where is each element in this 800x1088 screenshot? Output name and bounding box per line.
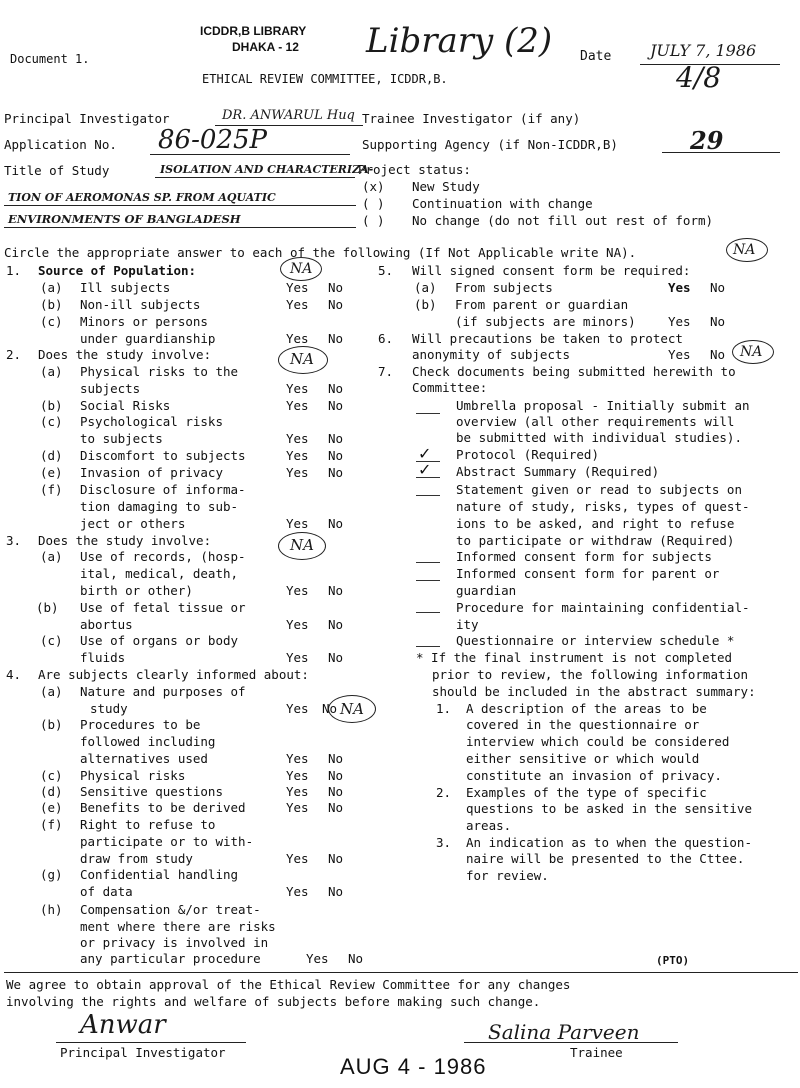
q6-text-1: Will precautions be taken to protect [412, 331, 683, 346]
q1c-text-2: under guardianship [80, 331, 216, 346]
na-circle [726, 238, 768, 262]
q4g-text-1: Confidential handling [80, 867, 239, 882]
q2c-text-1: Psychological risks [80, 414, 223, 429]
committee-title: ETHICAL REVIEW COMMITTEE, ICDDR,B. [202, 72, 448, 86]
pi-signature: Anwar [80, 1010, 166, 1040]
agency-underline [662, 152, 780, 153]
trainee-signature-line [464, 1042, 678, 1043]
q3a-no: No [328, 583, 344, 598]
trainee-signature-label: Trainee [570, 1045, 623, 1060]
doc-protocol: Protocol (Required) [456, 447, 599, 462]
q6-number: 6. [378, 331, 394, 346]
q4a-text-2: study [90, 701, 128, 716]
note-item-1-line-5: constitute an invasion of privacy. [466, 768, 722, 783]
doc-consent-parent-1: Informed consent form for parent or [456, 566, 720, 581]
date-value: JULY 7, 1986 [650, 41, 757, 60]
q4a-no: No [322, 701, 338, 716]
q1a-no: No [328, 280, 344, 295]
abstract-blank [416, 477, 440, 478]
q1b-no: No [328, 297, 344, 312]
q4-heading: Are subjects clearly informed about: [38, 667, 309, 682]
doc-statement-3: ions to be asked, and right to refuse [456, 516, 735, 531]
q4e-text: Benefits to be derived [80, 800, 246, 815]
q2b-yes: Yes [286, 398, 309, 413]
q4h-text-3: or privacy is involved in [80, 935, 269, 950]
date-label: Date [580, 49, 612, 64]
q5a-text: From subjects [455, 280, 553, 295]
q1-na: NA [290, 261, 313, 277]
na-answer: NA [733, 242, 756, 258]
q4g-letter: (g) [40, 867, 63, 882]
q2b-text: Social Risks [80, 398, 171, 413]
q6-na-circle [732, 340, 774, 364]
q3a-yes: Yes [286, 583, 309, 598]
q4b-letter: (b) [40, 717, 63, 732]
q1-number: 1. [6, 263, 22, 278]
q4h-letter: (h) [40, 902, 63, 917]
application-underline [150, 154, 350, 155]
doc-consent-subjects: Informed consent form for subjects [456, 549, 712, 564]
q4b-yes: Yes [286, 751, 309, 766]
q4h-text-2: ment where there are risks [80, 919, 276, 934]
q5a-yes: Yes [668, 280, 691, 295]
q2f-yes: Yes [286, 516, 309, 531]
library-line-1: ICDDR,B LIBRARY [200, 24, 307, 38]
trainee-signature: Salina Parveen [488, 1020, 640, 1044]
project-status-label: Project status: [358, 162, 471, 177]
q4c-letter: (c) [40, 768, 63, 783]
footer-divider [4, 972, 798, 973]
note-line-2: prior to review, the following information [432, 667, 749, 682]
q4-na: NA [340, 700, 364, 718]
q4d-yes: Yes [286, 784, 309, 799]
q4h-text-4: any particular procedure [80, 951, 261, 966]
q4c-yes: Yes [286, 768, 309, 783]
q5b-letter: (b) [414, 297, 437, 312]
pi-signature-line [56, 1042, 246, 1043]
application-number-value: 86-025P [158, 125, 267, 155]
q2c-text-2: to subjects [80, 431, 163, 446]
q3b-yes: Yes [286, 617, 309, 632]
note-item-1-line-1: A description of the areas to be [466, 701, 707, 716]
status-new-study: New Study [412, 179, 480, 194]
q2b-no: No [328, 398, 344, 413]
q5b-no: No [710, 314, 726, 329]
status-continuation: Continuation with change [412, 196, 593, 211]
library-line-2: DHAKA - 12 [232, 40, 299, 54]
q2-number: 2. [6, 347, 22, 362]
q4e-yes: Yes [286, 800, 309, 815]
q4g-yes: Yes [286, 884, 309, 899]
q3-na-circle [278, 532, 326, 560]
doc-statement-4: to participate or withdraw (Required) [456, 533, 735, 548]
q4a-letter: (a) [40, 684, 63, 699]
q2d-no: No [328, 448, 344, 463]
q4e-no: No [328, 800, 344, 815]
q4h-no: No [348, 951, 364, 966]
received-date-stamp: AUG 4 - 1986 [340, 1054, 487, 1079]
q3b-text-2: abortus [80, 617, 133, 632]
q1a-yes: Yes [286, 280, 309, 295]
note-item-1-line-3: interview which could be considered [466, 734, 730, 749]
note-item-1-number: 1. [436, 701, 452, 716]
q3c-text-2: fluids [80, 650, 126, 665]
q4c-text: Physical risks [80, 768, 186, 783]
q1b-text: Non-ill subjects [80, 297, 201, 312]
note-item-3-line-3: for review. [466, 868, 549, 883]
q3b-text-1: Use of fetal tissue or [80, 600, 246, 615]
consent-subjects-blank [416, 562, 440, 563]
q1b-letter: (b) [40, 297, 63, 312]
q2a-text-1: Physical risks to the [80, 364, 239, 379]
trainee-investigator-label: Trainee Investigator (if any) [362, 111, 581, 126]
q4c-no: No [328, 768, 344, 783]
title-underline-1 [155, 177, 355, 178]
q3c-yes: Yes [286, 650, 309, 665]
q1c-no: No [328, 331, 344, 346]
q2b-letter: (b) [40, 398, 63, 413]
q2e-yes: Yes [286, 465, 309, 480]
library-handwritten-note: Library (2) [366, 21, 553, 61]
agreement-line-2: involving the rights and welfare of subjects before making such change. [6, 994, 541, 1009]
q2a-letter: (a) [40, 364, 63, 379]
q2-na-circle [278, 346, 328, 374]
q5a-letter: (a) [414, 280, 437, 295]
q1b-yes: Yes [286, 297, 309, 312]
statement-blank [416, 495, 440, 496]
status-new-mark: (x) [362, 179, 385, 194]
q4f-text-1: Right to refuse to [80, 817, 216, 832]
title-underline-2 [4, 205, 356, 206]
q2a-text-2: subjects [80, 381, 141, 396]
q3b-no: No [328, 617, 344, 632]
q3c-no: No [328, 650, 344, 665]
q2f-no: No [328, 516, 344, 531]
note-item-2-line-3: areas. [466, 818, 512, 833]
q2e-letter: (e) [40, 465, 63, 480]
q2d-letter: (d) [40, 448, 63, 463]
doc-statement-1: Statement given or read to subjects on [456, 482, 742, 497]
q2d-yes: Yes [286, 448, 309, 463]
q1-na-circle [280, 257, 322, 281]
q3c-letter: (c) [40, 633, 63, 648]
q2c-letter: (c) [40, 414, 63, 429]
q5-heading: Will signed consent form be required: [412, 263, 691, 278]
q4h-yes: Yes [306, 951, 329, 966]
q2f-text-2: tion damaging to sub- [80, 499, 239, 514]
title-underline-3 [4, 227, 356, 228]
q2f-text-1: Disclosure of informa- [80, 482, 246, 497]
q3a-text-3: birth or other) [80, 583, 193, 598]
confidentiality-blank [416, 612, 440, 613]
q6-na: NA [740, 344, 763, 360]
q3a-letter: (a) [40, 549, 63, 564]
q4f-text-3: draw from study [80, 851, 193, 866]
q5-number: 5. [378, 263, 394, 278]
q2-heading: Does the study involve: [38, 347, 212, 362]
q5a-no: No [710, 280, 726, 295]
q2d-text: Discomfort to subjects [80, 448, 246, 463]
q4e-letter: (e) [40, 800, 63, 815]
study-title-line-2: TION OF AEROMONAS SP. FROM AQUATIC [8, 191, 276, 204]
q3-heading: Does the study involve: [38, 533, 212, 548]
q4f-no: No [328, 851, 344, 866]
q4h-text-1: Compensation &/or treat- [80, 902, 261, 917]
protocol-check-icon: ✓ [418, 444, 432, 463]
note-item-1-line-2: covered in the questionnaire or [466, 717, 700, 732]
study-title-line-1: ISOLATION AND CHARACTERIZA- [160, 163, 374, 176]
note-item-1-line-4: either sensitive or which would [466, 751, 700, 766]
pi-label: Principal Investigator [4, 111, 170, 126]
agreement-line-1: We agree to obtain approval of the Ethical Review Committee for any changes [6, 977, 571, 992]
note-item-2-line-2: questions to be asked in the sensitive [466, 801, 752, 816]
consent-parent-blank [416, 580, 440, 581]
doc-confidentiality-2: ity [456, 617, 479, 632]
q5b-text-1: From parent or guardian [455, 297, 629, 312]
q2c-no: No [328, 431, 344, 446]
doc-abstract: Abstract Summary (Required) [456, 464, 660, 479]
doc-statement-2: nature of study, risks, types of quest- [456, 499, 750, 514]
q6-text-2: anonymity of subjects [412, 347, 571, 362]
q4b-text-2: followed including [80, 734, 216, 749]
status-no-change-mark: ( ) [362, 213, 385, 228]
status-continuation-mark: ( ) [362, 196, 385, 211]
q4-number: 4. [6, 667, 22, 682]
q2f-letter: (f) [40, 482, 63, 497]
pi-value: DR. ANWARUL Huq [222, 108, 355, 123]
q6-no: No [710, 347, 726, 362]
study-title-line-3: ENVIRONMENTS OF BANGLADESH [8, 212, 241, 226]
q3a-text-1: Use of records, (hosp- [80, 549, 246, 564]
supporting-agency-label: Supporting Agency (if Non-ICDDR,B) [362, 137, 618, 152]
q4g-text-2: of data [80, 884, 133, 899]
q4b-text-3: alternatives used [80, 751, 208, 766]
note-item-3-number: 3. [436, 835, 452, 850]
application-number-label: Application No. [4, 137, 117, 152]
q6-yes: Yes [668, 347, 691, 362]
q4a-yes: Yes [286, 701, 309, 716]
doc-umbrella-1: Umbrella proposal - Initially submit an [456, 398, 750, 413]
pi-signature-label: Principal Investigator [60, 1045, 226, 1060]
q4g-no: No [328, 884, 344, 899]
note-item-3-line-1: An indication as to when the question- [466, 835, 752, 850]
q7-number: 7. [378, 364, 394, 379]
q3-na: NA [290, 536, 314, 554]
q3-number: 3. [6, 533, 22, 548]
pto-label: (PTO) [656, 954, 690, 967]
note-line-3: should be included in the abstract summary: [432, 684, 756, 699]
q2e-text: Invasion of privacy [80, 465, 223, 480]
document-label: Document 1. [10, 52, 90, 66]
note-item-2-number: 2. [436, 785, 452, 800]
q4-na-circle [328, 695, 376, 723]
q4f-letter: (f) [40, 817, 63, 832]
note-item-3-line-2: naire will be presented to the Cttee. [466, 851, 745, 866]
q2c-yes: Yes [286, 431, 309, 446]
q4d-letter: (d) [40, 784, 63, 799]
q4f-text-2: participate or to with- [80, 834, 254, 849]
q4a-text-1: Nature and purposes of [80, 684, 246, 699]
q2f-text-3: ject or others [80, 516, 186, 531]
doc-umbrella-3: be submitted with individual studies). [456, 430, 742, 445]
note-item-2-line-1: Examples of the type of specific [466, 785, 707, 800]
note-line-1: * If the final instrument is not completed [416, 650, 733, 665]
q1c-text-1: Minors or persons [80, 314, 208, 329]
q1c-yes: Yes [286, 331, 309, 346]
q4b-no: No [328, 751, 344, 766]
title-of-study-label: Title of Study [4, 163, 110, 178]
q2a-no: No [328, 381, 344, 396]
q1c-letter: (c) [40, 314, 63, 329]
abstract-check-icon: ✓ [418, 460, 432, 479]
instruction-text: Circle the appropriate answer to each of the following (If Not Applicable write NA). [4, 245, 637, 260]
q3b-letter: (b) [36, 600, 59, 615]
doc-questionnaire: Questionnaire or interview schedule * [456, 633, 735, 648]
q3a-text-2: ital, medical, death, [80, 566, 239, 581]
q4d-text: Sensitive questions [80, 784, 223, 799]
q2e-no: No [328, 465, 344, 480]
q4f-yes: Yes [286, 851, 309, 866]
doc-confidentiality-1: Procedure for maintaining confidential- [456, 600, 750, 615]
stamp-number: 4/8 [676, 61, 722, 94]
doc-consent-parent-2: guardian [456, 583, 517, 598]
q5b-yes: Yes [668, 314, 691, 329]
q1a-letter: (a) [40, 280, 63, 295]
q1a-text: Ill subjects [80, 280, 171, 295]
umbrella-blank [416, 413, 440, 414]
q4d-no: No [328, 784, 344, 799]
status-no-change: No change (do not fill out rest of form) [412, 213, 714, 228]
q5b-text-2: (if subjects are minors) [455, 314, 636, 329]
doc-umbrella-2: overview (all other requirements will [456, 414, 735, 429]
q7-text-2: Committee: [412, 380, 488, 395]
questionnaire-blank [416, 646, 440, 647]
q2a-yes: Yes [286, 381, 309, 396]
q2-na: NA [290, 350, 314, 368]
supporting-agency-value: 29 [690, 126, 724, 155]
q4b-text-1: Procedures to be [80, 717, 201, 732]
q7-text-1: Check documents being submitted herewith to [412, 364, 736, 379]
q1-heading: Source of Population: [38, 263, 197, 278]
q3c-text-1: Use of organs or body [80, 633, 239, 648]
